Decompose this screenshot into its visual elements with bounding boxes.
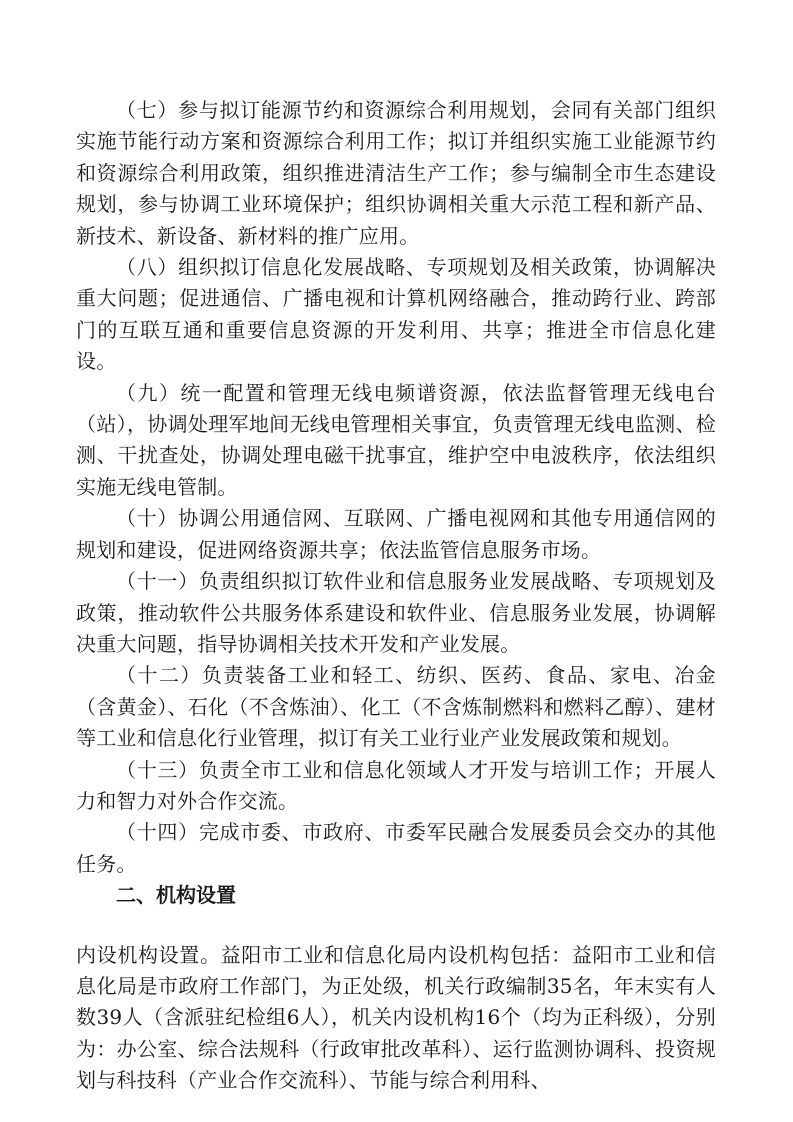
- duty-item-13: （十三）负责全市工业和信息化领域人才开发与培训工作；开展人力和智力对外合作交流。: [76, 757, 716, 813]
- section-heading: 二、机构设置: [116, 883, 236, 908]
- duty-item-8: （八）组织拟订信息化发展战略、专项规划及相关政策，协调解决重大问题；促进通信、广播电视和计算机网络融合，推动跨行业、跨部门的互联互通和重要信息资源的开发利用、共享；推进全市信息化建设。: [76, 255, 716, 374]
- duty-item-7: （七）参与拟订能源节约和资源综合利用规划，会同有关部门组织实施节能行动方案和资源综合利用工作；拟订并组织实施工业能源节约和资源综合利用政策，组织推进清洁生产工作；参与编制全市生态建设规划，参与协调工业环境保护；组织协调相关重大示范工程和新产品、新技术、新设备、新材料的推广应用。: [76, 98, 716, 248]
- duty-item-10: （十）协调公用通信网、互联网、广播电视网和其他专用通信网的规划和建设，促进网络资源共享；依法监管信息服务市场。: [76, 506, 716, 562]
- duty-item-11: （十一）负责组织拟订软件业和信息服务业发展战略、专项规划及政策，推动软件公共服务体系建设和软件业、信息服务业发展，协调解决重大问题，指导协调相关技术开发和产业发展。: [76, 569, 716, 656]
- section-body: 内设机构设置。益阳市工业和信息化局内设机构包括：益阳市工业和信息化局是市政府工作部门，为正处级，机关行政编制35名，年末实有人数39人（含派驻纪检组6人），机关内设机构16个（均为正科级），分别为：办公室、综合法规科（行政审批改革科）、运行监测协调科、投资规划与科技科（产业合作交流科）、节能与综合利用科、: [76, 942, 716, 1093]
- document-page: [76, 95, 716, 1097]
- duty-item-12: （十二）负责装备工业和轻工、纺织、医药、食品、家电、冶金（含黄金）、石化（不含炼油）、化工（不含炼制燃料和燃料乙醇）、建材等工业和信息化行业管理，拟订有关工业行业产业发展政策和规划。: [76, 663, 716, 751]
- duty-item-14: （十四）完成市委、市政府、市委军民融合发展委员会交办的其他任务。: [76, 820, 716, 876]
- duty-item-9: （九）统一配置和管理无线电频谱资源，依法监督管理无线电台（站），协调处理军地间无线电管理相关事宜，负责管理无线电监测、检测、干扰查处，协调处理电磁干扰事宜，维护空中电波秩序，依法组织实施无线电管制。: [76, 380, 716, 499]
